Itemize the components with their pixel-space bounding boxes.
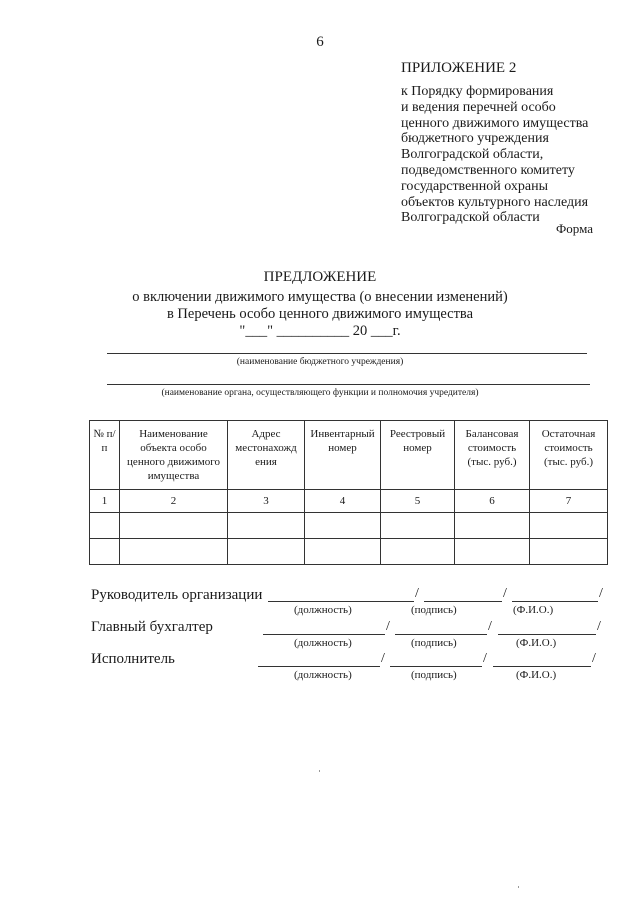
table-cell <box>90 539 120 565</box>
institution-name-line <box>107 353 587 354</box>
column-number: 5 <box>381 490 455 513</box>
institution-name-caption: (наименование бюджетного учреждения) <box>236 357 404 367</box>
form-label: Форма <box>556 221 593 236</box>
appendix-line: к Порядку формирования <box>401 84 554 99</box>
founder-name-caption: (наименование органа, осуществляющего функции и полномочия учредителя) <box>161 388 479 398</box>
name-caption: (Ф.И.О.) <box>516 669 557 681</box>
column-number-row <box>90 490 608 513</box>
signature-label-accountant: Главный бухгалтер <box>91 619 213 635</box>
table-cell <box>455 513 530 539</box>
column-header: Инвентарный номер <box>305 421 381 490</box>
founder-name-line <box>107 384 590 385</box>
signature-line-position <box>268 601 414 602</box>
signature-caption: (подпись) <box>411 604 457 616</box>
appendix-line: объектов культурного наследия <box>401 194 589 210</box>
document-subtitle-line2: в Перечень особо ценного движимого имущества <box>166 306 474 322</box>
column-number: 4 <box>305 490 381 513</box>
scan-speck <box>518 886 519 888</box>
separator-slash: / <box>599 586 603 601</box>
appendix-line: и ведения перечней особо <box>401 99 556 115</box>
signature-label-director: Руководитель организации <box>91 587 263 603</box>
signature-line-name <box>498 634 596 635</box>
separator-slash: / <box>488 619 492 634</box>
table-cell <box>228 539 305 565</box>
column-number: 1 <box>90 490 120 513</box>
table-cell <box>530 539 608 565</box>
column-number: 6 <box>455 490 530 513</box>
signature-line-name <box>493 666 591 667</box>
table-cell <box>305 513 381 539</box>
separator-slash: / <box>386 619 390 634</box>
appendix-title: ПРИЛОЖЕНИЕ 2 <box>401 60 517 76</box>
signature-label-executor: Исполнитель <box>91 651 175 667</box>
appendix-line: подведомственного комитету <box>401 162 575 178</box>
signature-line-signature <box>390 666 482 667</box>
separator-slash: / <box>483 651 487 666</box>
table-cell <box>381 513 455 539</box>
page-number: 6 <box>316 34 324 50</box>
separator-slash: / <box>503 586 507 601</box>
signature-line-position <box>258 666 380 667</box>
document-subtitle-line1: о включении движимого имущества (о внесении изменений) <box>132 289 508 305</box>
column-number: 2 <box>120 490 228 513</box>
table-cell <box>120 513 228 539</box>
position-caption: (должность) <box>294 669 352 681</box>
appendix-description <box>401 84 588 226</box>
column-header: Балансовая стоимость (тыс. руб.) <box>455 421 530 490</box>
signature-line-position <box>263 634 385 635</box>
appendix-line: государственной охраны <box>401 178 549 194</box>
table-row <box>90 513 608 539</box>
separator-slash: / <box>597 619 601 634</box>
appendix-line: Волгоградской области, <box>401 147 544 163</box>
document-date-line: "___" __________ 20 ___г. <box>239 323 401 339</box>
separator-slash: / <box>381 651 385 666</box>
appendix-line: бюджетного учреждения <box>401 131 549 147</box>
property-table <box>89 420 608 565</box>
column-number: 3 <box>228 490 305 513</box>
column-header: Реестровый номер <box>381 421 455 490</box>
signature-line-signature <box>395 634 487 635</box>
separator-slash: / <box>415 586 419 601</box>
column-header: Остаточная стоимость (тыс. руб.) <box>530 421 608 490</box>
table-cell <box>90 513 120 539</box>
signature-line-name <box>512 601 598 602</box>
scan-speck <box>319 770 320 772</box>
table-header-row <box>90 421 608 490</box>
column-header: Наименование объекта особо ценного движимого имущества <box>120 421 228 490</box>
name-caption: (Ф.И.О.) <box>516 637 557 649</box>
signature-caption: (подпись) <box>411 637 457 649</box>
column-header: Адрес местонахожд ения <box>228 421 305 490</box>
column-header: № п/п <box>90 421 120 490</box>
table-cell <box>381 539 455 565</box>
name-caption: (Ф.И.О.) <box>513 604 554 616</box>
signature-caption: (подпись) <box>411 669 457 681</box>
position-caption: (должность) <box>294 604 352 616</box>
signature-line-signature <box>424 601 502 602</box>
appendix-line: ценного движимого имущества <box>401 115 589 131</box>
column-number: 7 <box>530 490 608 513</box>
table-cell <box>305 539 381 565</box>
document-title: ПРЕДЛОЖЕНИЕ <box>263 269 377 285</box>
table-cell <box>530 513 608 539</box>
table-cell <box>120 539 228 565</box>
separator-slash: / <box>592 651 596 666</box>
position-caption: (должность) <box>294 637 352 649</box>
table-row <box>90 539 608 565</box>
appendix-line: Волгоградской области <box>401 210 540 226</box>
table-cell <box>455 539 530 565</box>
table-cell <box>228 513 305 539</box>
